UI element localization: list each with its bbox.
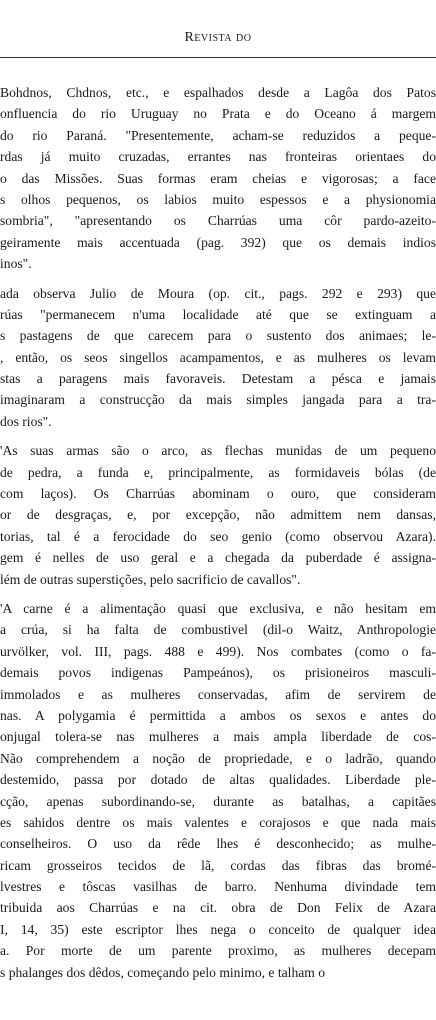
text-line: or de desgraças, e, por excepção, não admittem nem dansas, (0, 507, 436, 523)
text-line: immolados e as mulheres conservadas, afim de servirem de (0, 686, 436, 702)
paragraph (0, 598, 436, 983)
text-line: conselheiros. O uso da rêde lhes é desconhecido; as mulhe- (0, 836, 436, 852)
text-line: s olhos pequenos, os labios muito espessos e a physionomia (0, 191, 436, 207)
text-line: stas a paragens mais favoraveis. Detestam a pésca e jamais (0, 371, 436, 387)
text-line: Bohdnos, Chdnos, etc., e espalhados desde a Lagôa dos Patos (0, 85, 436, 100)
text-line: ada observa Julio de Moura (op. cit., pags. 292 e 293) que (0, 285, 436, 301)
text-line: tribuida aos Charrúas e na cit. obra de Don Felix de Azara (0, 900, 436, 916)
text-line: 'As suas armas são o arco, as flechas munidas de um pequeno (0, 443, 436, 459)
text-line: geiramente mais accentuada (pag. 392) que os demais indios (0, 234, 436, 250)
text-line: com laços). Os Charrúas abominam o ouro, que consideram (0, 486, 436, 502)
running-header: Revista do (184, 30, 252, 45)
text-line: do rio Paraná. "Presentemente, acham-se reduzidos a peque- (0, 127, 436, 143)
text-line: o das Missões. Suas formas eram cheias e vigorosas; a face (0, 170, 436, 186)
paragraph (0, 82, 436, 275)
header-rule (0, 57, 436, 58)
text-line: ricam grosseiros tecidos de lã, cordas das fibras das bromé- (0, 857, 436, 873)
text-line: rdas já muito cruzadas, errantes nas fronteiras orientaes do (0, 149, 436, 165)
text-line: dos rios". (0, 413, 52, 429)
text-line: nas. A polygamia é permittida a ambos os sexos e antes do (0, 707, 436, 723)
text-line: destemido, passa por dotado de altas qualidades. Liberdade ple- (0, 772, 436, 788)
paragraph (0, 283, 436, 433)
text-line: rúas "permanecem n'uma localidade até que se extinguam a (0, 306, 436, 322)
text-line: de pedra, a funda e, principalmente, as formidaveis bólas (de (0, 464, 436, 480)
body-text (0, 82, 436, 983)
text-line: torias, tal é a ferocidade do seo genio (como observou Azara). (0, 528, 436, 544)
text-line: demais povos indigenas Pampeános), os prisioneiros masculi- (0, 665, 436, 681)
text-line: , então, os seos singellos acampamentos, e as mulheres os levam (0, 349, 436, 365)
text-line: 'A carne é a alimentação quasi que exclusiva, e não hesitam em (0, 600, 436, 616)
text-line: gem é nelles de uso geral e a chegada da puberdade é assigna- (0, 550, 436, 566)
text-line: I, 14, 35) este escriptor lhes nega o conceito de qualquer idea (0, 921, 436, 937)
text-line: a. Por morte de um parente proximo, as mulheres decepam (0, 943, 436, 959)
text-line: a crúa, si ha falta de combustivel (dil-o Waitz, Anthropologie (0, 622, 436, 638)
text-line: s phalanges dos dêdos, começando pelo minimo, e talham o (0, 964, 326, 980)
text-line: imaginaram a construcção da mais simples jangada para a tra- (0, 392, 436, 408)
text-line: sombria", "apresentando os Charrúas uma côr pardo-azeito- (0, 213, 436, 229)
text-line: lvestres e tôscas vasilhas de barro. Nenhuma divindade tem (0, 879, 436, 895)
text-line: urvölker, vol. III, pags. 488 e 499). Nos combates (como o fa- (0, 643, 436, 659)
paragraph (0, 440, 436, 590)
text-line: onjugal tolera-se nas mulheres a mais ampla liberdade de cos- (0, 729, 436, 745)
text-line: onfluencia do rio Uruguay no Prata e do Oceano á margem (0, 106, 436, 122)
text-line: Não comprehendem a noção de propriedade, e o ladrão, quando (0, 750, 436, 766)
text-line: es sahidos dentre os mais valentes e corajosos e que nada mais (0, 814, 436, 830)
text-line: lém de outras superstições, pelo sacrificio de cavallos". (0, 571, 301, 587)
text-line: inos". (0, 256, 32, 272)
text-line: s pastagens de que carecem para o sustento dos animaes; le- (0, 328, 436, 344)
text-line: cção, apenas subordinando-se, durante as batalhas, a capitães (0, 793, 436, 809)
